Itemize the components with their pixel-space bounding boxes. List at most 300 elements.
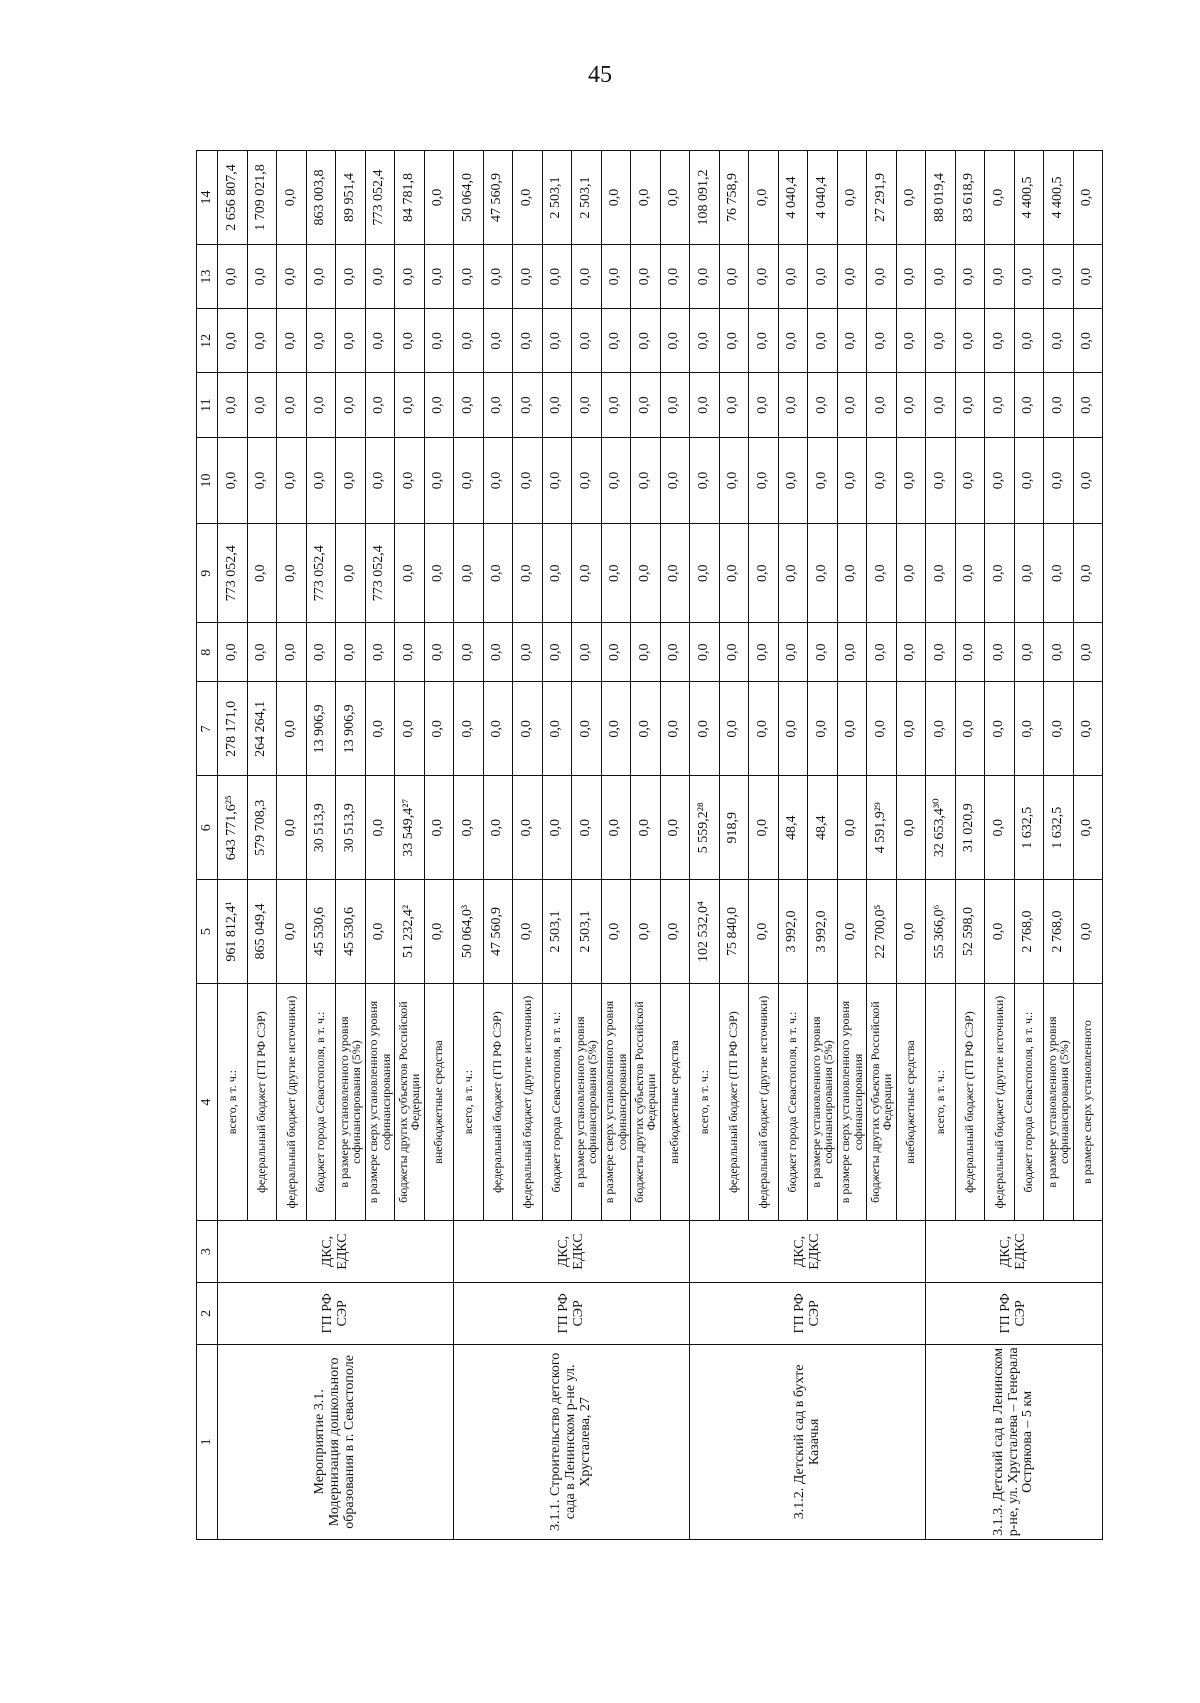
value-cell: 865 049,4 xyxy=(247,880,277,984)
funding-source-cell: бюджет города Севастополя, в т. ч.: xyxy=(542,983,572,1220)
value-cell: 0,0 xyxy=(1044,245,1074,309)
value-cell: 50 064,0 xyxy=(454,151,484,245)
value-cell: 0,0 xyxy=(867,682,897,776)
value-cell: 0,0 xyxy=(277,682,307,776)
value-cell: 0,0 xyxy=(749,524,779,623)
value-cell: 22 700,0⁵ xyxy=(867,880,897,984)
value-cell: 961 812,4¹ xyxy=(218,880,248,984)
value-cell: 0,0 xyxy=(601,776,631,880)
value-cell: 0,0 xyxy=(542,623,572,682)
value-cell: 0,0 xyxy=(424,373,454,437)
value-cell: 0,0 xyxy=(867,309,897,373)
funding-source-cell: в размере сверх установленного уровня софинансирования xyxy=(365,983,395,1220)
value-cell: 773 052,4 xyxy=(365,524,395,623)
value-cell: 0,0 xyxy=(247,437,277,524)
value-cell: 0,0 xyxy=(365,623,395,682)
value-cell: 0,0 xyxy=(365,682,395,776)
value-cell: 0,0 xyxy=(778,682,808,776)
column-number: 7 xyxy=(197,682,218,776)
value-cell: 0,0 xyxy=(896,245,926,309)
value-cell: 863 003,8 xyxy=(306,151,336,245)
value-cell: 0,0 xyxy=(542,682,572,776)
value-cell: 0,0 xyxy=(778,309,808,373)
value-cell: 0,0 xyxy=(985,623,1015,682)
value-cell: 0,0 xyxy=(660,373,690,437)
value-cell: 0,0 xyxy=(837,623,867,682)
value-cell: 0,0 xyxy=(1073,245,1103,309)
column-number: 2 xyxy=(197,1282,218,1344)
value-cell: 0,0 xyxy=(985,309,1015,373)
value-cell: 0,0 xyxy=(749,880,779,984)
value-cell: 48,4 xyxy=(778,776,808,880)
value-cell: 0,0 xyxy=(808,682,838,776)
value-cell: 0,0 xyxy=(1044,524,1074,623)
value-cell: 0,0 xyxy=(601,524,631,623)
funding-source-cell: в размере сверх установленного xyxy=(1073,983,1103,1220)
value-cell: 0,0 xyxy=(985,151,1015,245)
value-cell: 0,0 xyxy=(896,309,926,373)
column-number: 1 xyxy=(197,1344,218,1539)
value-cell: 0,0 xyxy=(513,524,543,623)
value-cell: 0,0 xyxy=(513,151,543,245)
value-cell: 0,0 xyxy=(247,245,277,309)
value-cell: 0,0 xyxy=(778,623,808,682)
value-cell: 0,0 xyxy=(955,437,985,524)
value-cell: 773 052,4 xyxy=(218,524,248,623)
funding-source-cell: федеральный бюджет (другие источники) xyxy=(749,983,779,1220)
funding-source-cell: федеральный бюджет (ГП РФ СЭР) xyxy=(719,983,749,1220)
value-cell: 0,0 xyxy=(955,682,985,776)
value-cell: 0,0 xyxy=(926,245,956,309)
value-cell: 0,0 xyxy=(424,623,454,682)
group-program: ГП РФ СЭР xyxy=(926,1282,1103,1344)
column-number: 5 xyxy=(197,880,218,984)
value-cell: 0,0 xyxy=(837,437,867,524)
value-cell: 0,0 xyxy=(778,437,808,524)
value-cell: 0,0 xyxy=(336,437,366,524)
value-cell: 0,0 xyxy=(985,524,1015,623)
value-cell: 0,0 xyxy=(660,245,690,309)
value-cell: 0,0 xyxy=(631,623,661,682)
value-cell: 0,0 xyxy=(542,245,572,309)
value-cell: 0,0 xyxy=(1014,373,1044,437)
value-cell: 0,0 xyxy=(896,776,926,880)
value-cell: 0,0 xyxy=(247,309,277,373)
value-cell: 0,0 xyxy=(365,776,395,880)
value-cell: 0,0 xyxy=(542,776,572,880)
value-cell: 4 591,9²⁹ xyxy=(867,776,897,880)
value-cell: 4 400,5 xyxy=(1014,151,1044,245)
value-cell: 0,0 xyxy=(719,309,749,373)
value-cell: 4 400,5 xyxy=(1044,151,1074,245)
table-row xyxy=(926,151,956,1540)
value-cell: 918,9 xyxy=(719,776,749,880)
value-cell: 0,0 xyxy=(926,682,956,776)
value-cell: 0,0 xyxy=(955,309,985,373)
table-row xyxy=(690,151,720,1540)
value-cell: 0,0 xyxy=(1014,682,1044,776)
value-cell: 0,0 xyxy=(277,437,307,524)
value-cell: 0,0 xyxy=(277,623,307,682)
value-cell: 0,0 xyxy=(424,437,454,524)
value-cell: 0,0 xyxy=(749,245,779,309)
value-cell: 0,0 xyxy=(985,682,1015,776)
group-name: 3.1.1. Строительство детского сада в Ленинском р-не ул. Хрусталева, 27 xyxy=(454,1344,690,1539)
value-cell: 0,0 xyxy=(955,245,985,309)
value-cell: 0,0 xyxy=(454,245,484,309)
value-cell: 0,0 xyxy=(365,373,395,437)
value-cell: 102 532,0⁴ xyxy=(690,880,720,984)
value-cell: 0,0 xyxy=(749,623,779,682)
table-row xyxy=(218,151,248,1540)
funding-source-cell: внебюджетные средства xyxy=(424,983,454,1220)
value-cell: 0,0 xyxy=(277,373,307,437)
value-cell: 30 513,9 xyxy=(336,776,366,880)
value-cell: 0,0 xyxy=(365,309,395,373)
value-cell: 0,0 xyxy=(808,437,838,524)
value-cell: 0,0 xyxy=(277,524,307,623)
value-cell: 31 020,9 xyxy=(955,776,985,880)
value-cell: 0,0 xyxy=(277,309,307,373)
value-cell: 0,0 xyxy=(247,524,277,623)
value-cell: 47 560,9 xyxy=(483,880,513,984)
value-cell: 89 951,4 xyxy=(336,151,366,245)
value-cell: 0,0 xyxy=(1014,524,1044,623)
value-cell: 0,0 xyxy=(365,437,395,524)
value-cell: 773 052,4 xyxy=(306,524,336,623)
funding-source-cell: бюджет города Севастополя, в т. ч.: xyxy=(306,983,336,1220)
column-number: 10 xyxy=(197,437,218,524)
value-cell: 0,0 xyxy=(926,309,956,373)
value-cell: 0,0 xyxy=(277,151,307,245)
value-cell: 45 530,6 xyxy=(306,880,336,984)
group-program: ГП РФ СЭР xyxy=(454,1282,690,1344)
value-cell: 0,0 xyxy=(719,373,749,437)
value-cell: 0,0 xyxy=(631,682,661,776)
value-cell: 0,0 xyxy=(454,524,484,623)
value-cell: 0,0 xyxy=(513,776,543,880)
group-name: 3.1.2. Детский сад в бухте Казачья xyxy=(690,1344,926,1539)
value-cell: 0,0 xyxy=(808,245,838,309)
funding-source-cell: в размере установленного уровня софинансирования (5%) xyxy=(336,983,366,1220)
value-cell: 0,0 xyxy=(631,880,661,984)
value-cell: 0,0 xyxy=(277,776,307,880)
value-cell: 0,0 xyxy=(601,880,631,984)
value-cell: 0,0 xyxy=(365,245,395,309)
value-cell: 0,0 xyxy=(572,524,602,623)
value-cell: 0,0 xyxy=(306,437,336,524)
value-cell: 0,0 xyxy=(483,623,513,682)
value-cell: 0,0 xyxy=(601,151,631,245)
value-cell: 0,0 xyxy=(336,309,366,373)
value-cell: 0,0 xyxy=(395,437,425,524)
value-cell: 0,0 xyxy=(837,880,867,984)
value-cell: 0,0 xyxy=(1073,373,1103,437)
value-cell: 0,0 xyxy=(483,437,513,524)
value-cell: 0,0 xyxy=(513,245,543,309)
value-cell: 0,0 xyxy=(631,245,661,309)
value-cell: 47 560,9 xyxy=(483,151,513,245)
value-cell: 0,0 xyxy=(483,682,513,776)
value-cell: 0,0 xyxy=(218,309,248,373)
value-cell: 2 656 807,4 xyxy=(218,151,248,245)
value-cell: 0,0 xyxy=(719,623,749,682)
value-cell: 48,4 xyxy=(808,776,838,880)
value-cell: 0,0 xyxy=(1014,437,1044,524)
value-cell: 0,0 xyxy=(896,524,926,623)
value-cell: 0,0 xyxy=(690,682,720,776)
value-cell: 1 632,5 xyxy=(1044,776,1074,880)
value-cell: 13 906,9 xyxy=(336,682,366,776)
value-cell: 0,0 xyxy=(424,880,454,984)
column-number: 8 xyxy=(197,623,218,682)
column-number: 6 xyxy=(197,776,218,880)
value-cell: 773 052,4 xyxy=(365,151,395,245)
funding-source-cell: бюджеты других субъектов Российской Федерации xyxy=(395,983,425,1220)
value-cell: 0,0 xyxy=(395,682,425,776)
value-cell: 0,0 xyxy=(601,245,631,309)
value-cell: 0,0 xyxy=(424,682,454,776)
value-cell: 2 503,1 xyxy=(542,880,572,984)
table-body xyxy=(197,151,1103,1540)
value-cell: 0,0 xyxy=(1073,524,1103,623)
value-cell: 45 530,6 xyxy=(336,880,366,984)
value-cell: 643 771,6²⁵ xyxy=(218,776,248,880)
value-cell: 0,0 xyxy=(926,437,956,524)
funding-source-cell: федеральный бюджет (другие источники) xyxy=(513,983,543,1220)
value-cell: 0,0 xyxy=(867,245,897,309)
funding-source-cell: всего, в т. ч.: xyxy=(218,983,248,1220)
value-cell: 0,0 xyxy=(454,776,484,880)
value-cell: 51 232,4² xyxy=(395,880,425,984)
value-cell: 0,0 xyxy=(896,437,926,524)
value-cell: 0,0 xyxy=(1014,245,1044,309)
value-cell: 0,0 xyxy=(454,309,484,373)
value-cell: 0,0 xyxy=(542,309,572,373)
group-name: Мероприятие 3.1. Модернизация дошкольного образования в г. Севастополе xyxy=(218,1344,454,1539)
value-cell: 0,0 xyxy=(660,880,690,984)
value-cell: 0,0 xyxy=(837,682,867,776)
funding-source-cell: внебюджетные средства xyxy=(896,983,926,1220)
group-executor: ДКС, ЕДКС xyxy=(926,1221,1103,1283)
page-number: 45 xyxy=(588,62,612,88)
funding-source-cell: федеральный бюджет (другие источники) xyxy=(277,983,307,1220)
value-cell: 2 503,1 xyxy=(572,151,602,245)
value-cell: 0,0 xyxy=(395,373,425,437)
value-cell: 0,0 xyxy=(719,682,749,776)
value-cell: 0,0 xyxy=(719,245,749,309)
budget-table xyxy=(196,150,1103,1540)
value-cell: 0,0 xyxy=(808,309,838,373)
value-cell: 0,0 xyxy=(631,776,661,880)
value-cell: 0,0 xyxy=(749,373,779,437)
funding-source-cell: бюджет города Севастополя, в т. ч.: xyxy=(1014,983,1044,1220)
value-cell: 0,0 xyxy=(955,373,985,437)
value-cell: 0,0 xyxy=(395,309,425,373)
value-cell: 0,0 xyxy=(660,309,690,373)
value-cell: 0,0 xyxy=(601,623,631,682)
value-cell: 33 549,4²⁷ xyxy=(395,776,425,880)
funding-source-cell: внебюджетные средства xyxy=(660,983,690,1220)
value-cell: 0,0 xyxy=(513,623,543,682)
value-cell: 5 559,2²⁸ xyxy=(690,776,720,880)
value-cell: 0,0 xyxy=(985,880,1015,984)
value-cell: 0,0 xyxy=(660,623,690,682)
value-cell: 0,0 xyxy=(837,524,867,623)
value-cell: 0,0 xyxy=(1073,880,1103,984)
value-cell: 0,0 xyxy=(306,373,336,437)
value-cell: 0,0 xyxy=(1073,776,1103,880)
group-program: ГП РФ СЭР xyxy=(218,1282,454,1344)
funding-source-cell: федеральный бюджет (другие источники) xyxy=(985,983,1015,1220)
value-cell: 0,0 xyxy=(631,437,661,524)
column-number: 12 xyxy=(197,309,218,373)
value-cell: 0,0 xyxy=(778,245,808,309)
value-cell: 0,0 xyxy=(837,245,867,309)
value-cell: 0,0 xyxy=(601,309,631,373)
value-cell: 0,0 xyxy=(306,623,336,682)
column-number-header xyxy=(197,151,218,1540)
value-cell: 0,0 xyxy=(660,151,690,245)
value-cell: 0,0 xyxy=(660,524,690,623)
value-cell: 0,0 xyxy=(690,623,720,682)
value-cell: 0,0 xyxy=(926,623,956,682)
value-cell: 0,0 xyxy=(424,245,454,309)
value-cell: 0,0 xyxy=(631,309,661,373)
value-cell: 2 768,0 xyxy=(1044,880,1074,984)
value-cell: 0,0 xyxy=(218,437,248,524)
value-cell: 30 513,9 xyxy=(306,776,336,880)
value-cell: 0,0 xyxy=(837,373,867,437)
value-cell: 76 758,9 xyxy=(719,151,749,245)
value-cell: 0,0 xyxy=(513,880,543,984)
value-cell: 0,0 xyxy=(1073,151,1103,245)
value-cell: 0,0 xyxy=(631,151,661,245)
value-cell: 0,0 xyxy=(837,776,867,880)
value-cell: 0,0 xyxy=(1014,623,1044,682)
value-cell: 84 781,8 xyxy=(395,151,425,245)
value-cell: 0,0 xyxy=(424,776,454,880)
value-cell: 0,0 xyxy=(1044,623,1074,682)
value-cell: 0,0 xyxy=(1044,682,1074,776)
rotated-table-container xyxy=(196,150,1095,1540)
value-cell: 0,0 xyxy=(955,623,985,682)
value-cell: 88 019,4 xyxy=(926,151,956,245)
value-cell: 27 291,9 xyxy=(867,151,897,245)
column-number: 9 xyxy=(197,524,218,623)
funding-source-cell: федеральный бюджет (ГП РФ СЭР) xyxy=(955,983,985,1220)
value-cell: 108 091,2 xyxy=(690,151,720,245)
value-cell: 0,0 xyxy=(1073,309,1103,373)
value-cell: 0,0 xyxy=(306,309,336,373)
value-cell: 0,0 xyxy=(454,373,484,437)
value-cell: 0,0 xyxy=(513,437,543,524)
value-cell: 0,0 xyxy=(454,623,484,682)
value-cell: 55 366,0⁶ xyxy=(926,880,956,984)
value-cell: 1 709 021,8 xyxy=(247,151,277,245)
funding-source-cell: всего, в т. ч.: xyxy=(690,983,720,1220)
value-cell: 0,0 xyxy=(1044,373,1074,437)
funding-source-cell: бюджет города Севастополя, в т. ч.: xyxy=(778,983,808,1220)
value-cell: 0,0 xyxy=(867,373,897,437)
value-cell: 579 708,3 xyxy=(247,776,277,880)
value-cell: 0,0 xyxy=(867,524,897,623)
value-cell: 0,0 xyxy=(778,373,808,437)
value-cell: 0,0 xyxy=(896,880,926,984)
column-number: 14 xyxy=(197,151,218,245)
value-cell: 0,0 xyxy=(719,524,749,623)
value-cell: 0,0 xyxy=(572,776,602,880)
value-cell: 0,0 xyxy=(867,437,897,524)
value-cell: 0,0 xyxy=(336,245,366,309)
value-cell: 0,0 xyxy=(690,373,720,437)
value-cell: 0,0 xyxy=(1044,437,1074,524)
value-cell: 0,0 xyxy=(985,373,1015,437)
value-cell: 0,0 xyxy=(218,623,248,682)
column-number: 13 xyxy=(197,245,218,309)
value-cell: 0,0 xyxy=(631,373,661,437)
value-cell: 2 503,1 xyxy=(542,151,572,245)
value-cell: 0,0 xyxy=(1073,437,1103,524)
value-cell: 0,0 xyxy=(513,373,543,437)
value-cell: 3 992,0 xyxy=(808,880,838,984)
value-cell: 0,0 xyxy=(454,682,484,776)
funding-source-cell: в размере установленного уровня софинансирования (5%) xyxy=(572,983,602,1220)
value-cell: 0,0 xyxy=(483,524,513,623)
value-cell: 0,0 xyxy=(808,524,838,623)
value-cell: 0,0 xyxy=(572,623,602,682)
value-cell: 0,0 xyxy=(572,373,602,437)
table-row xyxy=(454,151,484,1540)
value-cell: 0,0 xyxy=(660,437,690,524)
value-cell: 0,0 xyxy=(277,880,307,984)
value-cell: 0,0 xyxy=(336,623,366,682)
value-cell: 0,0 xyxy=(1073,682,1103,776)
value-cell: 0,0 xyxy=(749,682,779,776)
value-cell: 0,0 xyxy=(660,776,690,880)
value-cell: 0,0 xyxy=(985,776,1015,880)
value-cell: 0,0 xyxy=(247,373,277,437)
value-cell: 0,0 xyxy=(513,309,543,373)
value-cell: 4 040,4 xyxy=(778,151,808,245)
value-cell: 0,0 xyxy=(808,373,838,437)
value-cell: 0,0 xyxy=(1073,623,1103,682)
value-cell: 32 653,4³⁰ xyxy=(926,776,956,880)
value-cell: 0,0 xyxy=(218,373,248,437)
value-cell: 0,0 xyxy=(483,373,513,437)
value-cell: 0,0 xyxy=(867,623,897,682)
value-cell: 0,0 xyxy=(365,880,395,984)
column-number: 4 xyxy=(197,983,218,1220)
value-cell: 0,0 xyxy=(749,776,779,880)
value-cell: 0,0 xyxy=(424,524,454,623)
value-cell: 0,0 xyxy=(247,623,277,682)
value-cell: 0,0 xyxy=(601,682,631,776)
value-cell: 0,0 xyxy=(837,151,867,245)
funding-source-cell: бюджеты других субъектов Российской Федерации xyxy=(867,983,897,1220)
funding-source-cell: федеральный бюджет (ГП РФ СЭР) xyxy=(247,983,277,1220)
value-cell: 0,0 xyxy=(690,524,720,623)
funding-source-cell: бюджеты других субъектов Российской Федерации xyxy=(631,983,661,1220)
value-cell: 278 171,0 xyxy=(218,682,248,776)
value-cell: 0,0 xyxy=(837,309,867,373)
funding-source-cell: в размере сверх установленного уровня софинансирования xyxy=(601,983,631,1220)
value-cell: 0,0 xyxy=(483,309,513,373)
value-cell: 0,0 xyxy=(277,245,307,309)
value-cell: 0,0 xyxy=(395,524,425,623)
value-cell: 0,0 xyxy=(424,309,454,373)
value-cell: 0,0 xyxy=(955,524,985,623)
